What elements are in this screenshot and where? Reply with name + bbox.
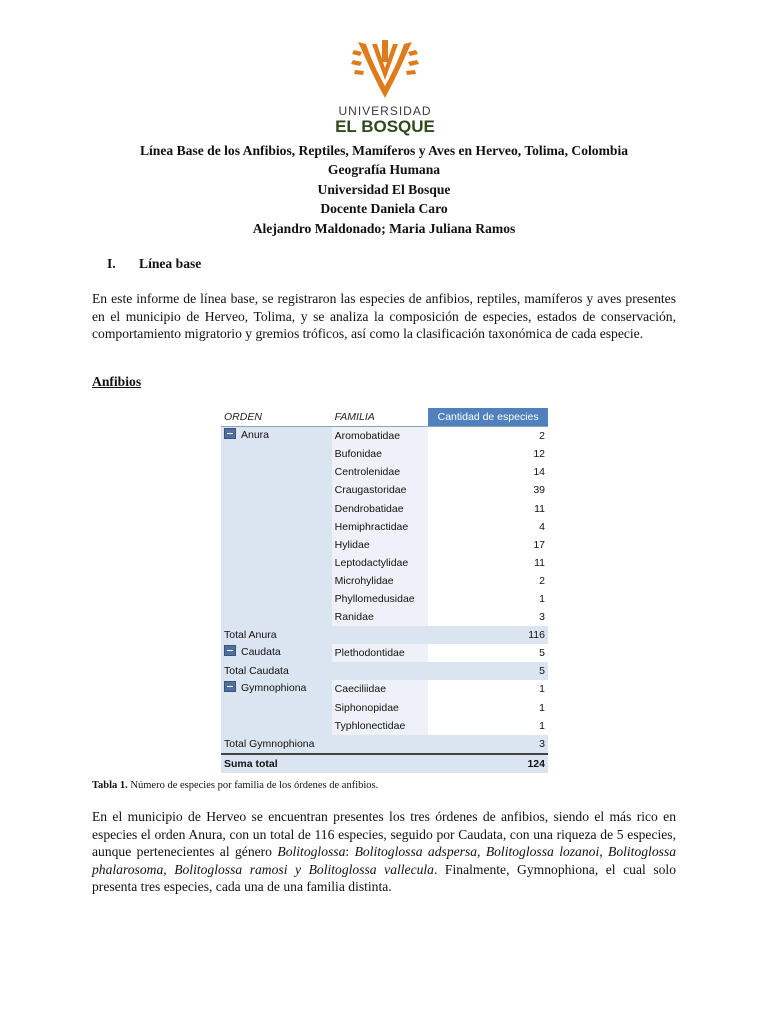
- total-label: Total Gymnophiona: [221, 735, 332, 754]
- table-caption: [92, 780, 378, 791]
- authors: Alejandro Maldonado; Maria Juliana Ramos: [252, 220, 516, 236]
- family-cell: Craugastoridae: [332, 481, 429, 499]
- total-row-gymnophiona: [221, 735, 548, 754]
- total-row-anura: [221, 626, 548, 644]
- count-cell: 17: [533, 538, 545, 551]
- family-cell: Plethodontidae: [332, 644, 429, 662]
- family-cell: Aromobatidae: [332, 427, 429, 446]
- total-label: Total Anura: [221, 626, 332, 644]
- family-cell: Leptodactylidae: [332, 554, 429, 572]
- collapse-minus-icon[interactable]: [224, 428, 236, 439]
- count-cell: 1: [539, 683, 545, 696]
- table-row: [221, 427, 548, 446]
- sum-label: Suma total: [221, 754, 332, 773]
- sum-value: 124: [428, 754, 548, 773]
- header-orden: ORDEN: [221, 408, 332, 427]
- amphibian-table: [221, 408, 548, 773]
- family-cell: Caeciliidae: [332, 680, 429, 698]
- count-cell: 39: [533, 484, 545, 497]
- order-cell-gymnophiona: [221, 680, 332, 734]
- count-cell: 1: [539, 592, 545, 605]
- count-cell: 1: [539, 719, 545, 732]
- family-cell: Hemiphractidae: [332, 518, 429, 536]
- family-cell: Phyllomedusidae: [332, 590, 429, 608]
- university-name: Universidad El Bosque: [317, 181, 451, 197]
- order-cell-caudata: [221, 644, 332, 662]
- family-cell: Microhylidae: [332, 572, 429, 590]
- total-value: 5: [428, 662, 548, 680]
- logo-line-1: UNIVERSIDAD: [338, 104, 432, 118]
- results-text-1: En el municipio de Herveo se encuentran presentes los tres órdenes de anfibios, siendo el más rico en especies el orden Anura, con un total de 116 especies, seguido por Caudata, con una riqueza de 5 especies, aunque pertenecientes al género: [92, 809, 676, 860]
- results-text-2: :: [345, 844, 355, 860]
- section-number: I.: [107, 256, 116, 271]
- family-cell: Typhlonectidae: [332, 717, 429, 735]
- family-cell: Siphonopidae: [332, 699, 429, 717]
- family-cell: Centrolenidae: [332, 463, 429, 481]
- count-cell: 3: [539, 611, 545, 624]
- count-cell: 12: [533, 448, 545, 461]
- count-cell: 11: [534, 556, 545, 569]
- subheading-anfibios: Anfibios: [92, 374, 142, 389]
- count-cell: 1: [539, 701, 545, 714]
- collapse-minus-icon[interactable]: [224, 681, 236, 692]
- total-value: 3: [428, 735, 548, 754]
- section-heading: [107, 256, 201, 272]
- university-logo: [330, 40, 440, 136]
- family-cell: Bufonidae: [332, 445, 429, 463]
- count-cell: 2: [539, 574, 545, 587]
- results-paragraph: [92, 808, 676, 896]
- order-label: Anura: [241, 429, 270, 442]
- logo-line-2: EL BOSQUE: [335, 117, 435, 136]
- family-cell: Dendrobatidae: [332, 499, 429, 517]
- total-label: Total Caudata: [221, 662, 332, 680]
- caption-text: Número de especies por familia de los órdenes de anfibios.: [127, 780, 379, 791]
- order-cell-anura: [221, 427, 332, 627]
- table-row: [221, 644, 548, 662]
- count-cell: 5: [539, 647, 545, 660]
- el-bosque-emblem-icon: [350, 40, 420, 102]
- header-familia: FAMILIA: [332, 408, 429, 427]
- results-text-3: . Finalmente, Gymnophiona, el cual solo presenta tres especies, cada una de una familia distinta.: [92, 861, 676, 895]
- genus-name: Bolitoglossa: [277, 844, 346, 860]
- count-cell: 4: [539, 520, 545, 533]
- intro-paragraph: En este informe de línea base, se registraron las especies de anfibios, reptiles, mamíferos y aves presentes en el municipio de Herveo, Tolima, y se analiza la composición de especies, estados de conservación, comportamiento migratorio y gremios tróficos, así como la clasificación taxonómica de cada especie.: [92, 291, 676, 342]
- collapse-minus-icon[interactable]: [224, 645, 236, 656]
- family-cell: Hylidae: [332, 536, 429, 554]
- order-label: Gymnophiona: [241, 682, 307, 695]
- header-cantidad: Cantidad de especies: [428, 408, 548, 427]
- family-cell: Ranidae: [332, 608, 429, 626]
- caption-label: Tabla 1.: [92, 780, 128, 791]
- course-title: Geografía Humana: [327, 162, 441, 178]
- count-cell: 14: [533, 466, 545, 479]
- teacher-name: Docente Daniela Caro: [320, 201, 448, 217]
- count-cell: 2: [539, 430, 545, 443]
- main-title: Línea Base de los Anfibios, Reptiles, Mamíferos y Aves en Herveo, Tolima, Colombia: [139, 143, 629, 158]
- count-cell: 11: [534, 502, 545, 515]
- document-titles: [92, 141, 676, 238]
- total-row-caudata: [221, 662, 548, 680]
- species-list: Bolitoglossa adspersa, Bolitoglossa lozanoi, Bolitoglossa phalarosoma, Bolitoglossa ramosi y Bolitoglossa vallecula: [92, 844, 676, 877]
- section-title: Línea base: [139, 256, 202, 271]
- table-row: [221, 680, 548, 698]
- total-value: 116: [428, 626, 548, 644]
- sum-total-row: [221, 754, 548, 773]
- order-label: Caudata: [241, 646, 281, 659]
